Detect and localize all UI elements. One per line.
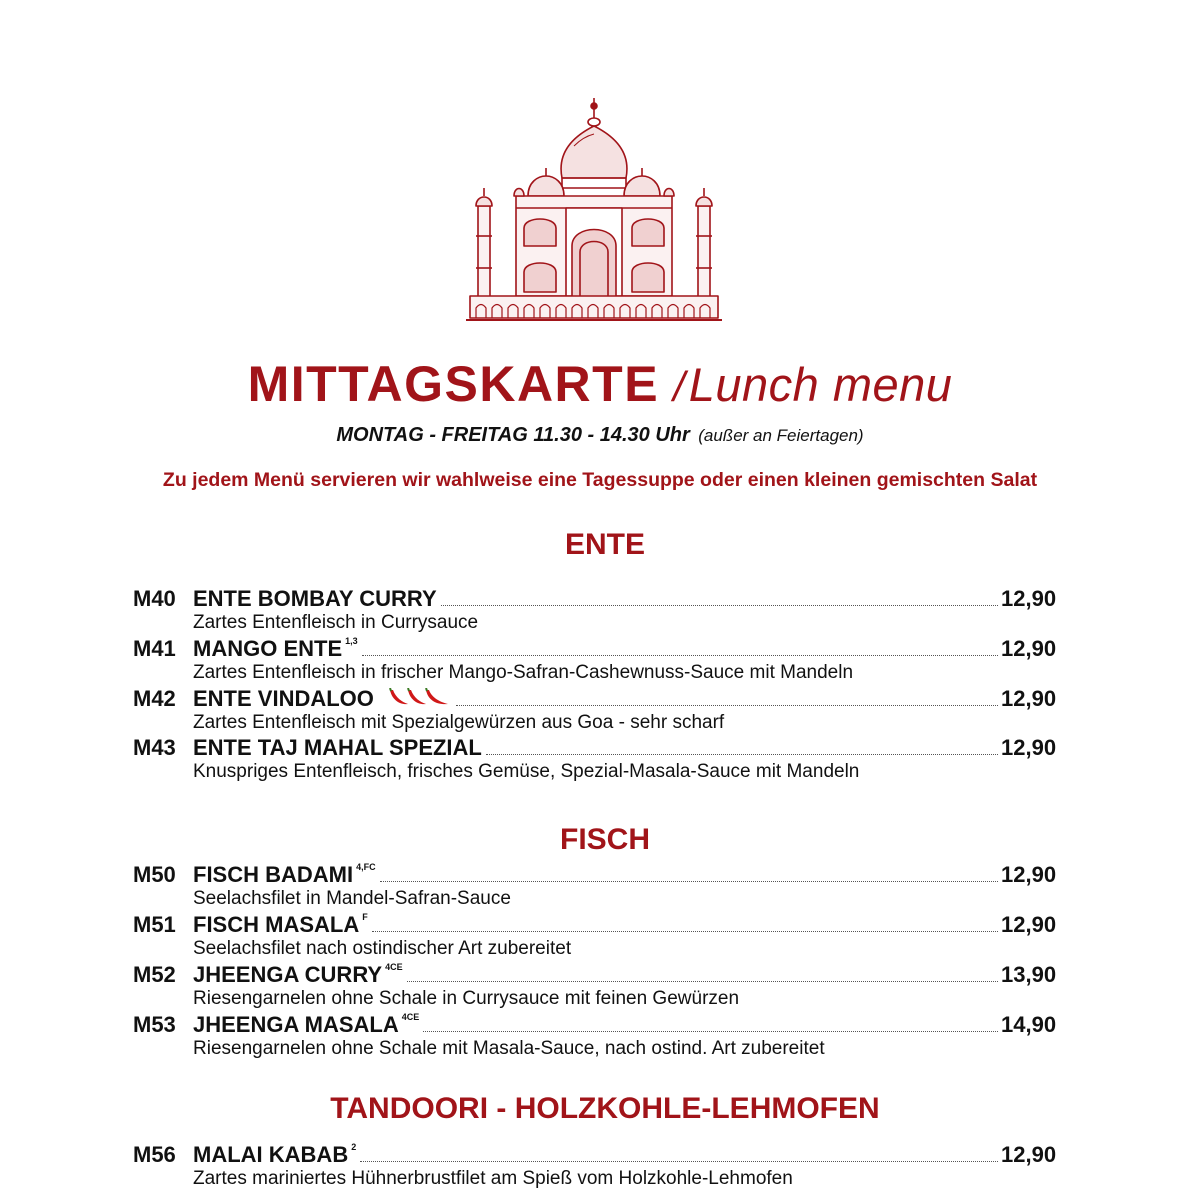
title-english: Lunch menu	[688, 358, 953, 411]
menu-item-m43	[0, 734, 1200, 784]
item-description: Knuspriges Entenfleisch, frisches Gemüse, Spezial-Masala-Sauce mit Mandeln	[193, 761, 860, 782]
dot-leader	[441, 604, 998, 606]
item-price: 14,90	[1001, 1012, 1057, 1037]
menu-item-m51	[0, 911, 1200, 961]
opening-hours	[0, 422, 1200, 448]
item-description: Zartes Entenfleisch mit Spezialgewürzen aus Goa - sehr scharf	[193, 712, 725, 733]
menu-item-m50	[0, 861, 1200, 911]
item-code: M52	[133, 962, 176, 987]
item-price: 12,90	[1001, 636, 1057, 661]
item-price: 13,90	[1001, 962, 1057, 987]
item-description: Seelachsfilet nach ostindischer Art zubereitet	[193, 938, 572, 959]
dot-leader	[380, 880, 998, 882]
dot-leader	[360, 1160, 998, 1162]
item-code: M41	[133, 636, 176, 661]
item-code: M40	[133, 586, 176, 611]
item-description: Riesengarnelen ohne Schale mit Masala-Sauce, nach ostind. Art zubereitet	[193, 1038, 825, 1059]
menu-note: Zu jedem Menü servieren wir wahlweise eine Tagessuppe oder einen kleinen gemischten Salat	[162, 469, 1038, 491]
menu-title	[0, 352, 1200, 416]
menu-item-m53	[0, 1011, 1200, 1061]
item-description: Zartes mariniertes Hühnerbrustfilet am Spieß vom Holzkohle-Lehmofen	[193, 1168, 793, 1189]
menu-item-m40	[0, 585, 1200, 635]
allergen-codes: 4CE	[401, 1012, 420, 1022]
item-price: 12,90	[1001, 862, 1057, 887]
item-name: MALAI KABAB	[193, 1142, 349, 1167]
menu-item-m56	[0, 1141, 1200, 1191]
item-code: M50	[133, 862, 176, 887]
hours-note: (außer an Feiertagen)	[698, 426, 864, 445]
menu-item-m52	[0, 961, 1200, 1011]
item-name: ENTE TAJ MAHAL SPEZIAL	[193, 735, 482, 760]
allergen-codes: 2	[351, 1142, 357, 1152]
item-code: M53	[133, 1012, 176, 1037]
dot-leader	[407, 980, 998, 982]
allergen-codes: F	[362, 912, 368, 922]
taj-mahal-logo	[466, 96, 722, 324]
item-name: JHEENGA MASALA	[193, 1012, 399, 1037]
item-name: JHEENGA CURRY	[193, 962, 383, 987]
allergen-codes: 4CE	[385, 962, 403, 972]
section-title-tandoori: TANDOORI - HOLZKOHLE-LEHMOFEN	[330, 1092, 880, 1125]
item-description: Riesengarnelen ohne Schale in Currysauce mit feinen Gewürzen	[193, 988, 740, 1009]
item-price: 12,90	[1001, 1142, 1057, 1167]
dot-leader	[486, 753, 998, 755]
hours-text: MONTAG - FREITAG 11.30 - 14.30 Uhr	[336, 424, 690, 446]
item-name: ENTE VINDALOO	[193, 686, 374, 711]
dot-leader	[372, 930, 998, 932]
item-name: ENTE BOMBAY CURRY	[193, 586, 437, 611]
item-name: FISCH MASALA	[193, 912, 360, 937]
item-description: Zartes Entenfleisch in frischer Mango-Safran-Cashewnuss-Sauce mit Mandeln	[193, 662, 854, 683]
title-separator: /	[673, 363, 685, 410]
dot-leader	[362, 654, 998, 656]
dot-leader	[423, 1030, 998, 1032]
item-price: 12,90	[1001, 586, 1057, 611]
item-code: M56	[133, 1142, 176, 1167]
allergen-codes: 4,FC	[356, 862, 376, 872]
chili-pepper-icon	[386, 688, 452, 708]
menu-item-m42	[0, 685, 1200, 735]
item-description: Zartes Entenfleisch in Currysauce	[193, 612, 479, 633]
allergen-codes: 1,3	[345, 636, 358, 646]
item-price: 12,90	[1001, 912, 1057, 937]
item-code: M42	[133, 686, 176, 711]
item-price: 12,90	[1001, 735, 1057, 760]
title-german: MITTAGSKARTE	[247, 356, 660, 412]
item-name: MANGO ENTE	[193, 636, 343, 661]
item-code: M51	[133, 912, 176, 937]
dot-leader	[456, 704, 998, 706]
item-name: FISCH BADAMI	[193, 862, 354, 887]
item-description: Seelachsfilet in Mandel-Safran-Sauce	[193, 888, 511, 909]
item-price: 12,90	[1001, 686, 1057, 711]
menu-item-m41	[0, 635, 1200, 685]
item-code: M43	[133, 735, 176, 760]
section-title-fisch: FISCH	[560, 823, 650, 856]
section-title-ente: ENTE	[564, 528, 645, 561]
